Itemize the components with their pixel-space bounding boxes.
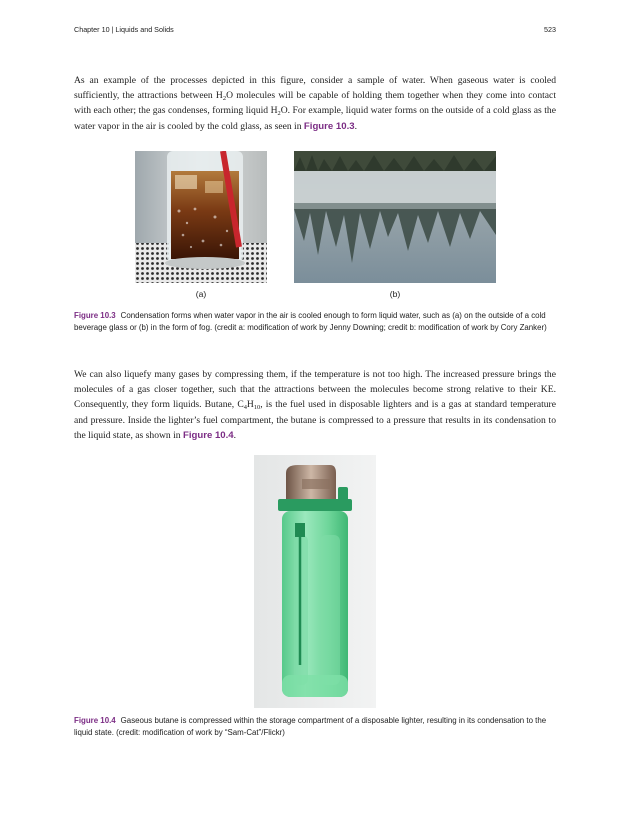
subscript: 2 xyxy=(277,110,281,118)
text-run: We can also liquefy many gases by compressing them, if the temperature is not too high. The increased pressure brings the molecules of a gas closer together, such that the attractions between the molecules become strong relative to their KE. Consequently, they form liquids. Butane, C xyxy=(74,369,556,411)
disposable-lighter-photo xyxy=(254,455,376,708)
text-run: . xyxy=(354,120,357,132)
figure-10-3-link[interactable]: Figure 10.3 xyxy=(303,120,355,132)
caption-label: Figure 10.3 xyxy=(74,311,116,320)
subscript: 4 xyxy=(243,404,247,412)
paragraph-condensation xyxy=(74,73,556,134)
figure-sublabel-a: (a) xyxy=(195,289,207,299)
text-run: , is the fuel used in disposable lighters and is a gas at standard temperature and pressure. Inside the lighter’s fuel compartment, the butane is compressed to a pressure that results in its condensation to the liquid state, as shown in xyxy=(74,399,556,441)
running-head xyxy=(74,25,556,37)
text-run: O. For example, liquid water forms on the outside of a cold glass as the water vapor in the air is cooled by the cold glass, as seen in xyxy=(74,105,556,132)
subscript: 2 xyxy=(222,95,227,103)
cold-glass-photo xyxy=(135,151,267,283)
page-number: 523 xyxy=(544,25,556,34)
figure-sublabel-b: (b) xyxy=(389,289,401,299)
text-run: . xyxy=(233,429,237,441)
figure-10-4-caption xyxy=(74,715,556,738)
figure-10-3-caption xyxy=(74,310,556,333)
caption-label: Figure 10.4 xyxy=(74,716,116,725)
subscript: 10 xyxy=(253,404,261,412)
text-run: O molecules will be capable of holding them together when they come into contact with each other; the gas condenses, forming liquid H xyxy=(74,90,556,117)
caption-text: Condensation forms when water vapor in the air is cooled enough to form liquid water, such as (a) on the outside of a cold beverage glass or (b) in the form of fog. (credit a: modification of work by Jenny Downing; credit b: modification of work by Cory Zanker) xyxy=(74,311,547,332)
paragraph-liquefy-gases xyxy=(74,367,556,443)
fog-over-lake-photo xyxy=(294,151,496,283)
text-run: H xyxy=(246,399,254,411)
chapter-title: Chapter 10 | Liquids and Solids xyxy=(74,25,174,34)
text-run: As an example of the processes depicted in this figure, consider a sample of water. When gaseous water is cooled sufficiently, the attractions between H xyxy=(74,75,556,102)
figure-10-4-link[interactable]: Figure 10.4 xyxy=(182,429,234,441)
caption-text: Gaseous butane is compressed within the storage compartment of a disposable lighter, resulting in its condensation to the liquid state. (credit: modification of work by “Sam-Cat”/Flickr) xyxy=(74,716,547,737)
